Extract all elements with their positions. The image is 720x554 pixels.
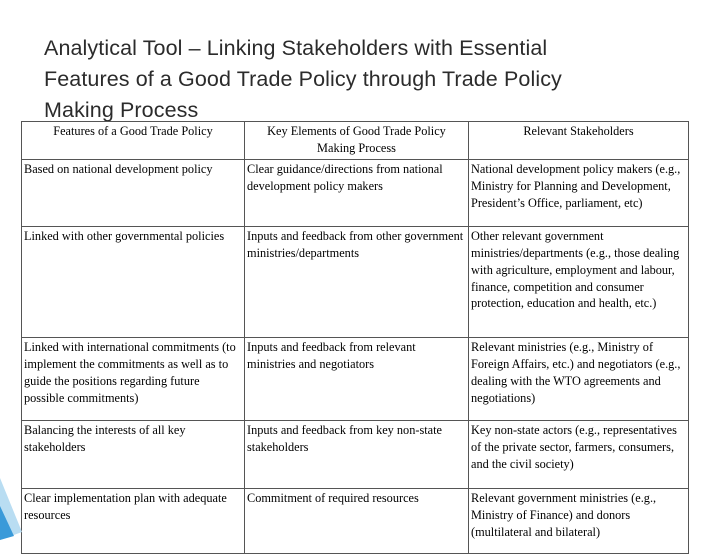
table-cell: Key non-state actors (e.g., representatives of the private sector, farmers, consumers, and the civil society) (469, 420, 689, 488)
slide-title (44, 33, 694, 126)
title-line-3: Making Process (44, 98, 199, 122)
table-cell: Clear implementation plan with adequate resources (22, 488, 245, 553)
table-cell: Relevant government ministries (e.g., Ministry of Finance) and donors (multilateral and bilateral) (469, 488, 689, 553)
table-cell: Inputs and feedback from key non-state stakeholders (245, 420, 469, 488)
table-cell: Linked with other governmental policies (22, 226, 245, 337)
table-cell: Other relevant government ministries/departments (e.g., those dealing with agriculture, employment and labour, finance, competition and consumer protection, education and health, etc.) (469, 226, 689, 337)
table-cell: National development policy makers (e.g., Ministry for Planning and Development, President’s Office, parliament, etc) (469, 159, 689, 226)
table-cell: Clear guidance/directions from national development policy makers (245, 159, 469, 226)
table-cell: Inputs and feedback from other government ministries/departments (245, 226, 469, 337)
table-row (22, 226, 689, 337)
table-header-row (22, 122, 689, 160)
stakeholder-table (21, 121, 689, 554)
table-cell: Inputs and feedback from relevant ministries and negotiators (245, 337, 469, 420)
table-cell: Commitment of required resources (245, 488, 469, 553)
header-stakeholders: Relevant Stakeholders (469, 122, 689, 160)
header-key-elements: Key Elements of Good Trade Policy Making Process (245, 122, 469, 160)
table-cell: Linked with international commitments (to implement the commitments as well as to guide the positions regarding future possible commitments) (22, 337, 245, 420)
title-line-2: Features of a Good Trade Policy through Trade Policy (44, 67, 562, 91)
table-cell: Relevant ministries (e.g., Ministry of Foreign Affairs, etc.) and negotiators (e.g., dealing with the WTO agreements and negotiations) (469, 337, 689, 420)
table-row (22, 488, 689, 553)
header-features: Features of a Good Trade Policy (22, 122, 245, 160)
table-cell: Based on national development policy (22, 159, 245, 226)
title-line-1: Analytical Tool – Linking Stakeholders with Essential (44, 36, 548, 60)
table-cell: Balancing the interests of all key stakeholders (22, 420, 245, 488)
table-row (22, 420, 689, 488)
table-row (22, 337, 689, 420)
corner-decoration (0, 470, 26, 540)
table-row (22, 159, 689, 226)
